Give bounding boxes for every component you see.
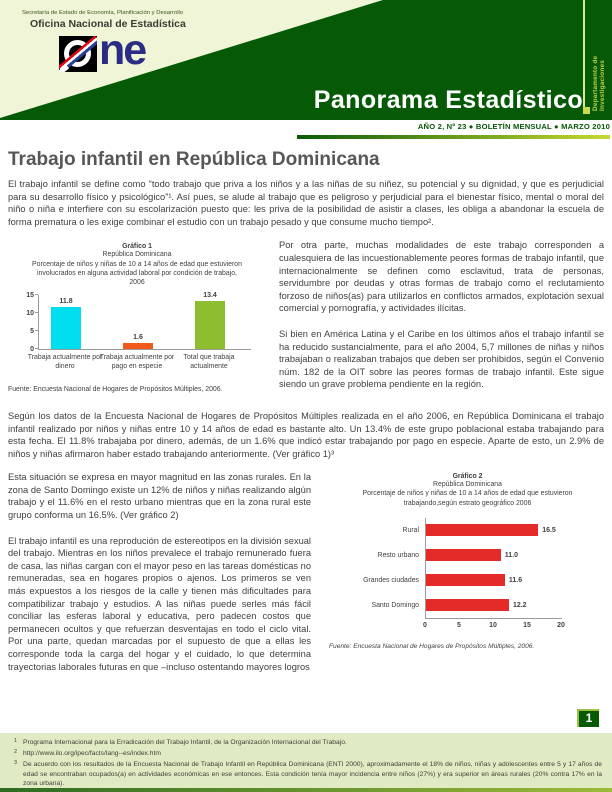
grafico-1 (8, 239, 266, 404)
bar-value-label: 11.0 (504, 551, 519, 559)
grafico-1-title: Gráfico 1 (122, 243, 152, 251)
grafico-2-x-axis (425, 618, 562, 619)
footnote-1-text: Programa Internacional para la Erradicación del Trabajo Infantil, de la Organización Internacional del Trabajo. (23, 739, 347, 746)
x-tick-label: 15 (523, 621, 531, 629)
bar-track (425, 543, 576, 568)
grafico-2 (323, 471, 612, 686)
bar-track (425, 518, 576, 543)
category-label: Total que trabaja actualmente (183, 354, 235, 370)
y-tick-label: 5 (30, 327, 34, 335)
issue-line: AÑO 2, Nº 23 ● BOLETÍN MENSUAL ● MARZO 2010 (417, 122, 610, 131)
grafico-1-subtitle: Porcentaje de niños y niñas de 10 a 14 años de edad que estuvieron involucrados en alguna actividad laboral por condición de trabajo, (32, 260, 242, 277)
footnote-1 (14, 738, 602, 748)
article (0, 141, 612, 731)
grafico-2-subtitle-country: República Dominicana (433, 481, 502, 489)
office-name: Oficina Nacional de Estadística (30, 18, 186, 30)
bar-2 (426, 574, 505, 586)
article-title: Trabajo infantil en República Dominicana (8, 149, 380, 170)
bar-value-label: 11.6 (508, 576, 523, 584)
bar-value-label: 12.2 (512, 601, 527, 609)
grafico-2-x-ticks (425, 622, 570, 631)
footnote-3-text: De acuerdo con los resultados de la Encuesta Nacional de Trabajo Infantil en República Dominicana (ENTI 2000), aproximadamente el 18% de niños, niñas y adolescentes entre 5 y 17 años de edad se encontraban ocupados(a) en actividades económicas en ese entonces. Esta condición tenía mayor incidencia entre niños (27%) y era superior en áreas rurales (20% contra 17% en la zona urbana). (23, 761, 602, 788)
bar-1 (426, 549, 501, 561)
x-tick-label: 0 (423, 621, 427, 629)
bar-value-label: 1.6 (133, 334, 143, 342)
footnote-2 (14, 749, 602, 759)
grafico-2-rows (331, 518, 612, 618)
grafico-1-source: Fuente: Encuesta Nacional de Hogares de Propósitos Múltiples, 2006. (8, 386, 223, 394)
two-column-block-2 (8, 471, 612, 686)
category-label: Trabaja actualmente por pago en especie (99, 354, 175, 370)
x-tick-label: 20 (557, 621, 565, 629)
category-label: Santo Domingo (371, 601, 419, 609)
y-tick-label: 0 (30, 345, 34, 353)
bar-value-label: 11.8 (59, 297, 73, 305)
bar-value-label: 13.4 (203, 291, 217, 299)
paragraph-zonas-rurales: Esta situación se expresa en mayor magnitud en las zonas rurales. En la zona de Santo Domingo existe un 12% de niños y niñas realizando algún trabajo y el 11.6% en el resto urbano mientras que en la zona rural este grupo conforma un 16.5%. (Ver gráfico 2) (8, 472, 311, 521)
bar-2 (195, 301, 225, 349)
department-strip-divider (583, 0, 585, 112)
banner-title: Panorama Estadístico (313, 86, 583, 114)
bar-track (425, 568, 576, 593)
bar-track (425, 593, 576, 618)
one-logo-text: ne (99, 26, 146, 74)
grafico-1-subtitle-year: 2006 (129, 278, 145, 286)
x-tick-label: 5 (457, 621, 461, 629)
footnote-3 (14, 760, 602, 789)
paragraph-estereotipos: El trabajo infantil es una reprodución de estereotipos en la división sexual del trabajo. Mientras en los niños prevalece el trabajo remunerado fuera de casa, las niñas cargan con el mayor peso en las tareas domésticas no remuneradas, sea en hogares propios o ajenos. Los primeros se ven más expuestos a los riesgos de la calle y tienen más dificultades para compatibilizar trabajo y estudios. A las niñas puede serles más fácil conciliar las esferas laboral y educativa, pero padecen costos que permanecen ocultos y que refuerzan desventajas en todo el ciclo vital. Por una parte, quedan marcadas por el supuesto de que a ellas les corresponde toda la carga del hogar y el cuidado, lo que determina trayectorias laborales futuras en que –incluso ostentando mayores logros (8, 535, 311, 672)
grafico-1-subtitle-country: República Dominicana (102, 251, 172, 259)
chart-row (331, 593, 612, 618)
grafico-2-title: Gráfico 2 (452, 473, 483, 481)
bar-0 (426, 524, 538, 536)
category-label: Resto urbano (377, 551, 419, 559)
department-label: Departamento de Investigaciones (592, 55, 606, 111)
x-tick-label: 10 (489, 621, 497, 629)
chart-row (331, 568, 612, 593)
masthead (0, 0, 612, 120)
bar-1 (123, 343, 153, 349)
page-number-badge: 1 (577, 709, 599, 727)
grafico-2-plot (331, 518, 612, 631)
left-text-column (8, 471, 311, 686)
y-tick-mark (35, 312, 38, 313)
category-label: Grandes ciudades (363, 576, 419, 584)
one-logo-magnifier-icon (59, 36, 97, 72)
gradient-rule (297, 135, 610, 139)
y-tick-mark (35, 348, 38, 349)
intro-paragraph: El trabajo infantil se define como “todo trabajo que priva a los niños y a las niñas de su niñez, su potencial y su dignidad, y que es perjudicial para su desarrollo físico y psicológico”¹. Así pues, se alude al trabajo que es peligroso y perjudicial para el bienestar físico, mental o moral del niño o niña e interfiere con su escolarización puesto que: les priva de la posibilidad de asistir a clases, les obliga a abandonar la escuela de forma prematura o les exige combinar el estudio con un trabajo pesado y que consume mucho tiempo². (8, 179, 604, 227)
bar-3 (426, 599, 509, 611)
paragraph-peores-formas: Por otra parte, muchas modalidades de este trabajo corresponden a cualesquiera de las incuestionablemente peores formas de trabajo infantil, que internacionalmente se definen como esclavitud, trata de personas, servidumbre por deudas y otras formas de trabajo como el reclutamiento forzoso de niños(as) para utilizarlos en conflictos armados, explotación sexual comercial y pornografía, y actividades ilícitas. (279, 240, 604, 314)
footnote-1-number: 1 (14, 738, 17, 744)
bar-value-label: 16.5 (542, 526, 556, 534)
paragraph-encuesta: Según los datos de la Encuesta Nacional de Hogares de Propósitos Múltiples realizada en el año 2006, en República Dominicana el trabajo infantil realizado por niños y niñas entre 10 y 14 años de edad es bastante alto. Un 13.4% de este grupo poblacional estaba trabajando para esta fecha. El 11.8% trabajaba por dinero, además, de un 1.6% que indicó estar trabajando por pago en especie. Aparte de esto, un 2.9% de niños y niñas afirmaron haber estado trabajando anteriormente. (Ver gráfico 1)³ (8, 410, 604, 459)
y-tick-mark (35, 330, 38, 331)
department-strip-square (583, 107, 590, 114)
two-column-block-1 (8, 239, 604, 404)
footnote-url-link[interactable]: http://www.ilo.org/ipec/facts/lang--es/index.htm (23, 750, 161, 758)
grafico-1-categories (27, 354, 266, 376)
paragraph-america-latina: Si bien en América Latina y el Caribe en los últimos años el trabajo infantil se ha reducido sustancialmente, para el año 2004, 5,7 millones de niñas y niños trabajaban o realizaban trabajos que deben ser prohibidos, según el Convenio núm. 182 de la OIT sobre las peores formas de trabajo infantil. Este sigue siendo un grave problema pendiente en la región. (279, 328, 604, 390)
grafico-2-subtitle: Porcentaje de niños y niñas de 10 a 14 años de edad que estuvieron trabajando,según estrato geográfico 2006 (362, 490, 573, 507)
one-logo (59, 26, 169, 76)
grafico-2-source: Fuente: Encuesta Nacional de Hogares de Propósitos Múltiples, 2006. (329, 642, 535, 650)
category-label: Trabaja actualmente por dinero (27, 354, 103, 370)
bottom-rule (0, 788, 612, 792)
category-label: Rural (402, 526, 419, 534)
footnotes-block (0, 733, 612, 788)
right-text-column (279, 239, 604, 404)
bar-0 (51, 307, 81, 349)
y-tick-label: 15 (26, 291, 34, 299)
grafico-1-plot (26, 291, 251, 353)
chart-row (331, 543, 612, 568)
y-tick-label: 10 (26, 309, 34, 317)
footnote-3-number: 3 (14, 760, 17, 767)
y-tick-mark (35, 294, 38, 295)
chart-row (331, 518, 612, 543)
ministry-name: Secretaría de Estado de Economía, Planificación y Desarrollo (22, 10, 184, 16)
footnote-2-number: 2 (14, 749, 17, 756)
